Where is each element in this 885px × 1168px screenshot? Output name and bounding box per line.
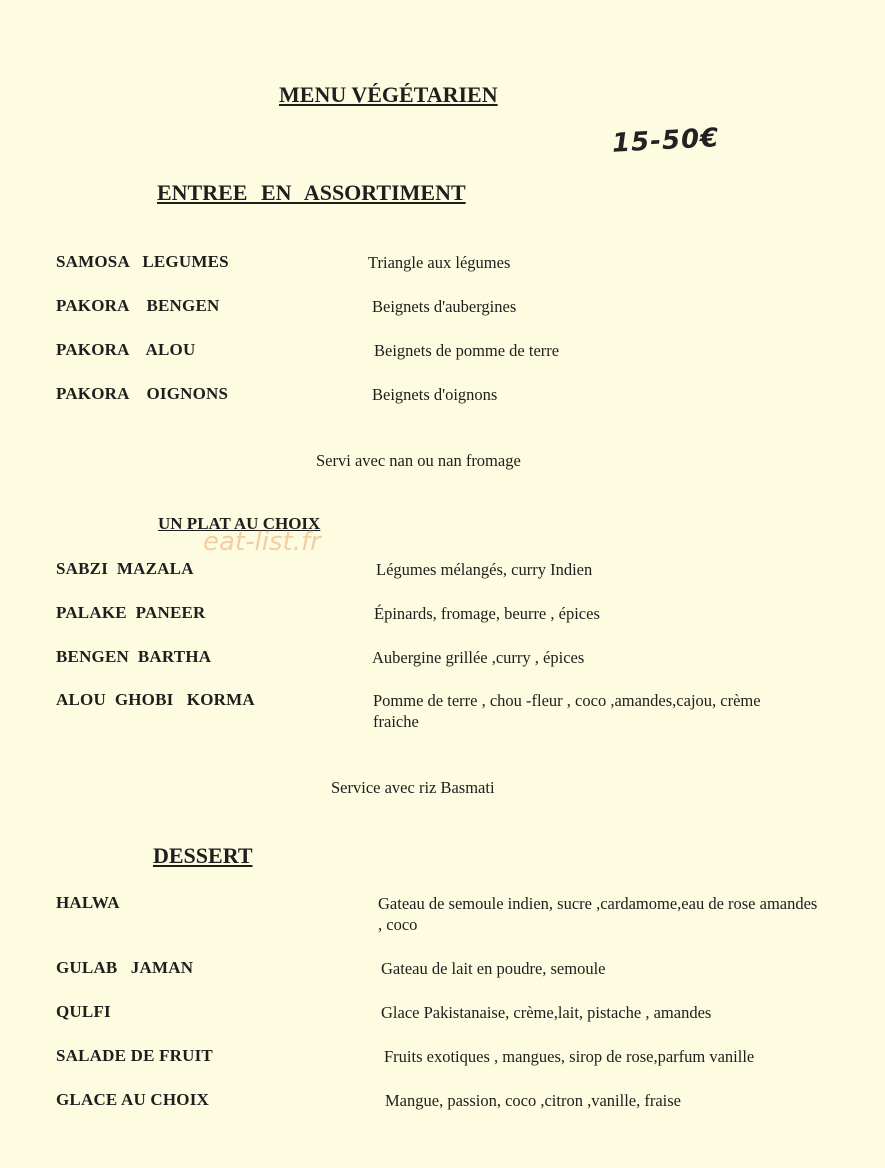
item-name: GULAB JAMAN xyxy=(56,958,194,977)
item-name: ALOU GHOBI KORMA xyxy=(56,690,255,709)
item-name: HALWA xyxy=(56,893,120,912)
watermark: eat-list.fr xyxy=(203,527,321,557)
item-description: Glace Pakistanaise, crème,lait, pistache , amandes xyxy=(381,1003,712,1022)
item-description: Beignets d'oignons xyxy=(372,385,498,404)
section-note: Servi avec nan ou nan fromage xyxy=(316,451,521,470)
item-name: PAKORA OIGNONS xyxy=(56,384,229,403)
item-description: Fruits exotiques , mangues, sirop de rose,parfum vanille xyxy=(384,1047,755,1066)
item-description: Mangue, passion, coco ,citron ,vanille, fraise xyxy=(385,1091,681,1110)
item-description: Légumes mélangés, curry Indien xyxy=(376,560,593,579)
item-name: PALAKE PANEER xyxy=(56,603,206,622)
item-name: SAMOSA LEGUMES xyxy=(56,252,229,271)
item-description: Gateau de semoule indien, sucre ,cardamome,eau de rose amandes , coco xyxy=(378,894,818,934)
item-description: Gateau de lait en poudre, semoule xyxy=(381,959,606,978)
item-name: SALADE DE FRUIT xyxy=(56,1046,213,1065)
item-name: GLACE AU CHOIX xyxy=(56,1090,209,1109)
section-title-plat: UN PLAT AU CHOIX xyxy=(158,514,321,533)
item-name: QULFI xyxy=(56,1002,111,1021)
item-description: Aubergine grillée ,curry , épices xyxy=(372,648,585,667)
item-name: SABZI MAZALA xyxy=(56,559,194,578)
item-description: Beignets d'aubergines xyxy=(372,297,517,316)
item-name: PAKORA ALOU xyxy=(56,340,196,359)
item-description: Épinards, fromage, beurre , épices xyxy=(374,604,600,623)
menu-price: 15-50€ xyxy=(611,123,720,159)
section-note: Service avec riz Basmati xyxy=(331,778,495,797)
section-title-entree: ENTREE EN ASSORTIMENT xyxy=(157,180,466,205)
section-title-dessert: DESSERT xyxy=(153,843,253,868)
item-description: Beignets de pomme de terre xyxy=(374,341,560,360)
menu-title: MENU VÉGÉTARIEN xyxy=(279,82,498,107)
item-description: Triangle aux légumes xyxy=(368,253,511,272)
item-name: BENGEN BARTHA xyxy=(56,647,212,666)
item-description: Pomme de terre , chou -fleur , coco ,amandes,cajou, crème fraiche xyxy=(373,691,761,731)
item-name: PAKORA BENGEN xyxy=(56,296,220,315)
